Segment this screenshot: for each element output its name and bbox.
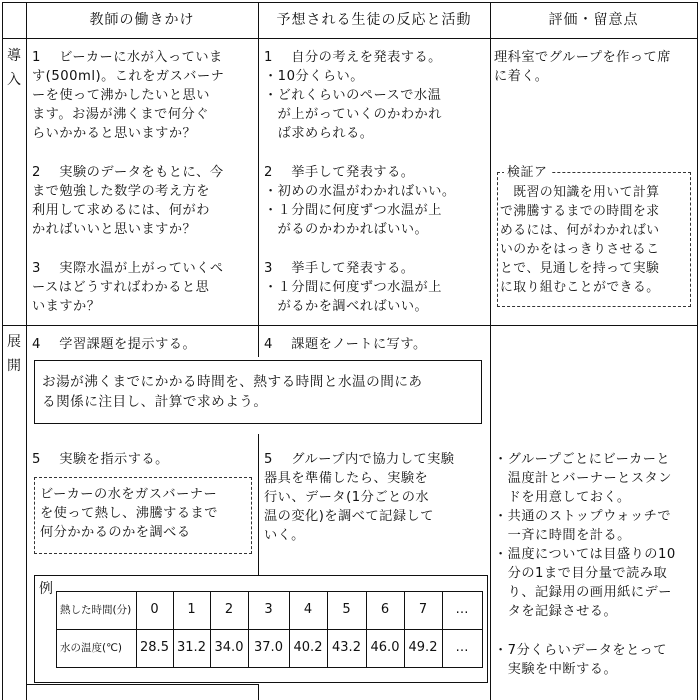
learning-task-text: お湯が沸くまでにかかる時間を、熱する時間と水温の間にあ る関係に注目し、計算で求めよう。 <box>42 374 423 410</box>
table-right-border <box>697 2 698 700</box>
teacher-step-5: 5 実験を指示する。 <box>32 452 169 467</box>
section-intro-label: 導 入 <box>7 48 21 88</box>
instruction-text: ビーカーの水をガスバーナー を使って熱し、沸騰するまで 何分かかるのかを調べる <box>40 487 218 540</box>
verification-label: 検証ア <box>504 163 551 182</box>
temp-cell: … <box>455 640 469 655</box>
header-student: 予想される生徒の反応と活動 <box>276 12 472 28</box>
example-label: 例 <box>39 581 54 597</box>
time-cell: 3 <box>264 602 273 617</box>
verification-text: 既習の知識を用いて計算 で沸騰するまでの時間を求 めるには、何がわかればい いのかをはっきりさせるこ とで、見通しを持って実験 に取り組むことができる。 <box>500 185 660 295</box>
bottom-stub-line <box>26 684 258 685</box>
eval-step-6: ・7分くらいデータをとって 実験を中断する。 <box>494 643 667 677</box>
student-step-2: 2 挙手して発表する。 ・初めの水温がわかればいい。 ・１分間に何度ずつ水温が上 がるのかわかればいい。 <box>264 165 456 237</box>
time-cell: 4 <box>303 602 313 617</box>
table-left-border <box>2 2 3 700</box>
teacher-step-3: 3 実際水温が上がっていくペ ースはどうすればわかると思 いますか？ <box>32 261 224 314</box>
data-table <box>56 591 483 667</box>
student-step-1: 1 自分の考えを発表する。 ・10分くらい。 ・どれくらいのペースで水温 が上がっていくのかわかれ ば求められる。 <box>264 50 442 141</box>
section-col-border <box>26 2 27 700</box>
temp-cell: 46.0 <box>370 640 400 655</box>
time-cell: 5 <box>342 602 351 617</box>
intro-bottom-border <box>2 325 698 326</box>
time-cell: 1 <box>187 602 196 617</box>
teacher-col-border-bottom <box>258 684 259 700</box>
teacher-step-2: 2 実験のデータをもとに、今 まで勉強した数学の考え方を 利用して求めるには、何がわ かればいいと思いますか？ <box>32 165 224 237</box>
eval-step-5: ・グループごとにビーカーと 温度計とバーナーとスタン ドを用意しておく。 ・共通のストップウォッチで 一斉に時間を計る。 ・温度については目盛りの10 分の1まで目分量で読み取 り、記録用の画用紙にデー タを記録させる。 <box>494 452 676 619</box>
teacher-col-border-top <box>258 2 259 357</box>
teacher-col-border-mid <box>258 434 259 575</box>
student-step-3: 3 挙手して発表する。 ・１分間に何度ずつ水温が上 がるかを調べればいい。 <box>264 261 442 314</box>
header-bottom-border <box>2 38 698 39</box>
data-table-line <box>482 591 483 667</box>
temp-cell: 37.0 <box>254 640 283 655</box>
teacher-step-4: 4 学習課題を提示する。 <box>32 337 197 352</box>
row-label-temp: 水の温度(℃) <box>60 642 122 654</box>
eval-step-1: 理科室でグループを作って席 に着く。 <box>494 50 671 84</box>
header-teacher: 教師の働きかけ <box>89 12 195 28</box>
temp-cell: 40.2 <box>293 640 323 655</box>
section-develop-label: 展 開 <box>7 334 21 374</box>
teacher-step-1: 1 ビーカーに水が入っていま す(500ml)。これをガスバーナ ーを使って沸かしたいと思い ます。お湯が沸くまで何分ぐ らいかかると思いますか？ <box>32 50 225 141</box>
student-col-border <box>490 2 491 700</box>
temp-cell: 28.5 <box>140 640 169 655</box>
student-step-4: 4 課題をノートに写す。 <box>264 337 427 352</box>
student-step-5: 5 グループ内で協力して実験 器具を準備したら、実験を 行い、データ(1分ごとの水 温の変化)を調べて記録して いく。 <box>264 452 455 543</box>
time-cell: 2 <box>224 602 234 617</box>
temp-cell: 31.2 <box>177 640 206 655</box>
time-cell: 0 <box>150 602 159 617</box>
row-label-time: 熱した時間(分) <box>60 604 132 616</box>
time-cell: 6 <box>380 602 390 617</box>
temp-cell: 34.0 <box>214 640 244 655</box>
temp-cell: 43.2 <box>332 640 361 655</box>
header-eval: 評価・留意点 <box>548 12 639 28</box>
time-cell: … <box>455 602 469 617</box>
time-cell: 7 <box>418 602 428 617</box>
data-table-line <box>56 667 483 668</box>
temp-cell: 49.2 <box>408 640 438 655</box>
